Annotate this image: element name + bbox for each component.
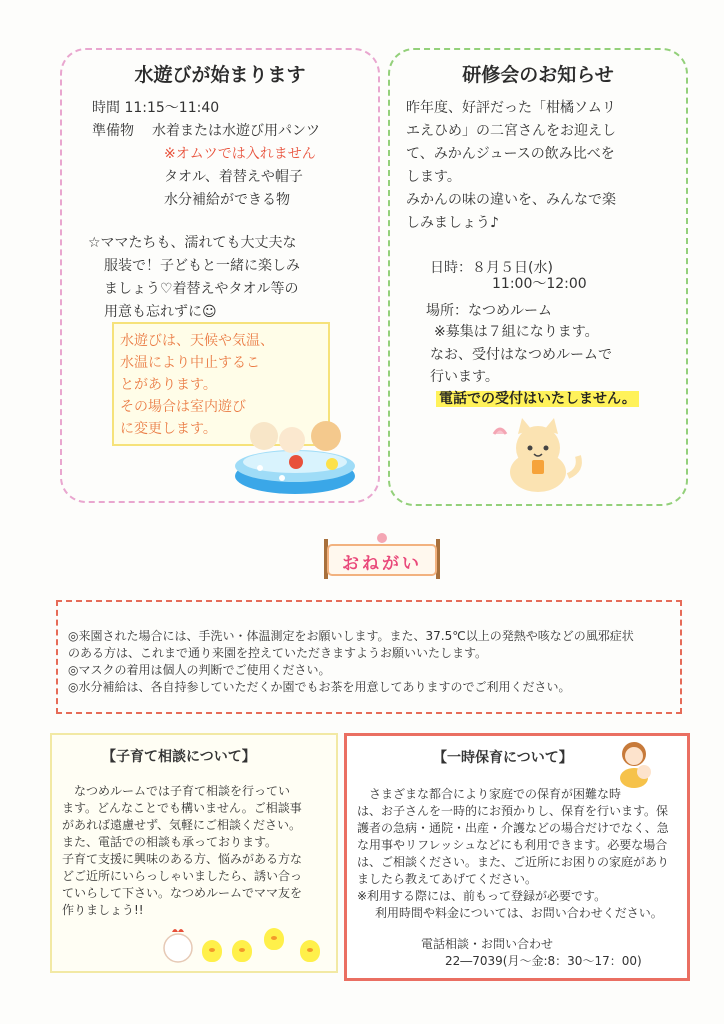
seminar-no-phone-notice: 電話での受付はいたしません。 xyxy=(436,391,639,407)
consultation-text: 子育て支援に興味のある方、悩みがある方な xyxy=(62,852,303,866)
pool-time: 時間 11:15～11:40 xyxy=(92,100,220,116)
childcare-text: ましたら教えてあげてください。 xyxy=(357,872,538,886)
seminar-text: て、みかんジュースの飲み比べを xyxy=(406,146,615,162)
childcare-text: 護者の急病・通院・出産・介護などの場合だけでなく、急 xyxy=(357,821,669,835)
consultation-text: なつめルームでは子育て相談を行ってい xyxy=(74,784,291,798)
consultation-text: どご近所にいらっしゃいましたら、誘い合っ xyxy=(62,869,303,883)
seminar-text: します。 xyxy=(406,169,461,185)
childcare-text: 利用時間や料金については、お問い合わせください。 xyxy=(375,906,663,920)
childcare-title: 【一時保育について】 xyxy=(433,750,573,766)
seminar-reception: 行います。 xyxy=(430,369,499,385)
childcare-text: は、ご相談ください。また、ご近所にお困りの家庭があり xyxy=(357,855,670,869)
pool-message: 服装で！子どもと一緒に楽しみ xyxy=(104,258,300,274)
childcare-registration-note: ※利用する際には、前もって登録が必要です。 xyxy=(357,889,607,903)
consultation-text: ていらして下さい。なつめルームでママ友を xyxy=(62,886,303,900)
request-notice-box xyxy=(56,600,682,714)
pool-warning-text: その場合は室内遊び xyxy=(120,399,246,415)
hen-icon xyxy=(160,924,196,964)
chick-icon xyxy=(300,940,320,962)
seminar-date: 日時：８月５日(水) xyxy=(430,260,553,276)
childcare-text: は、お子さんを一時的にお預かりし、保育を行います。保 xyxy=(357,804,669,818)
seminar-text: 昨年度、好評だった「柑橘ソムリ xyxy=(406,100,616,116)
consultation-text: があれば遠慮せず、気軽にご相談ください。 xyxy=(62,818,302,832)
pool-message: ましょう♡着替えやタオル等の xyxy=(104,281,299,297)
pool-warning-text: 水遊びは、天候や気温、 xyxy=(120,333,274,349)
pool-item: タオル、着替えや帽子 xyxy=(164,169,303,185)
consultation-text: ます。どんなことでも構いません。ご相談事 xyxy=(62,801,302,815)
chick-icon xyxy=(264,928,284,950)
seminar-reception: なお、受付はなつめルームで xyxy=(430,347,612,363)
consultation-text: また、電話での相談も承っております。 xyxy=(62,835,278,849)
pool-warning-text: とがあります。 xyxy=(120,377,217,393)
childcare-text: さまざまな都合により家庭での保育が困難な時 xyxy=(369,787,622,801)
request-line: ◎マスクの着用は個人の判断でご使用ください。 xyxy=(68,663,331,677)
request-line: ◎来園された場合には、手洗い・体温測定をお願いします。また、37.5℃以上の発熱や咳などの風邪症状 xyxy=(68,629,634,643)
request-line: ◎水分補給は、各自持参していただくか園でもお茶を用意してありますのでご利用ください。 xyxy=(68,680,571,694)
request-sign xyxy=(322,533,442,579)
request-line: のある方は、これまで通り来園を控えていただきますようお願いいたします。 xyxy=(68,646,488,660)
seminar-text: みかんの味の違いを、みんなで楽 xyxy=(406,192,616,208)
pool-item: 水分補給ができる物 xyxy=(164,192,290,208)
cat-illustration xyxy=(488,414,588,494)
mother-child-icon xyxy=(614,740,658,788)
pool-title: 水遊びが始まります xyxy=(134,64,306,86)
seminar-hours: 11:00～12:00 xyxy=(492,276,587,292)
contact-phone: 22―7039(月～金:8：30～17：00) xyxy=(445,954,642,968)
pool-items-label: 準備物 xyxy=(92,123,134,139)
chick-icon xyxy=(232,940,252,962)
seminar-capacity: ※募集は７組になります。 xyxy=(434,324,599,340)
pool-item: 水着または水遊び用パンツ xyxy=(152,123,320,139)
seminar-title: 研修会のお知らせ xyxy=(462,64,614,86)
request-sign-label: おねがい xyxy=(342,554,422,574)
consultation-text: 作りましょう!! xyxy=(62,903,144,917)
contact-label: 電話相談・お問い合わせ xyxy=(421,937,554,951)
pool-warning-text: に変更します。 xyxy=(120,421,217,437)
seminar-text: しみましょう♪ xyxy=(406,215,499,231)
pool-warning-text: 水温により中止するこ xyxy=(120,355,260,371)
pool-item-note: ※オムツでは入れません xyxy=(164,146,316,162)
childcare-text: な用事やリフレッシュなどにも利用できます。必要な場合 xyxy=(357,838,668,852)
seminar-text: エえひめ」の二宮さんをお迎えし xyxy=(406,123,616,139)
pool-message: 用意も忘れずに☺ xyxy=(104,304,217,320)
chick-icon xyxy=(202,940,222,962)
pool-animals-illustration xyxy=(230,418,360,498)
seminar-place: 場所：なつめルーム xyxy=(426,303,552,319)
seminar-no-phone-line xyxy=(436,388,639,410)
consultation-title: 【子育て相談について】 xyxy=(102,749,256,765)
pool-message: ☆ママたちも、濡れても大丈夫な xyxy=(88,235,297,251)
